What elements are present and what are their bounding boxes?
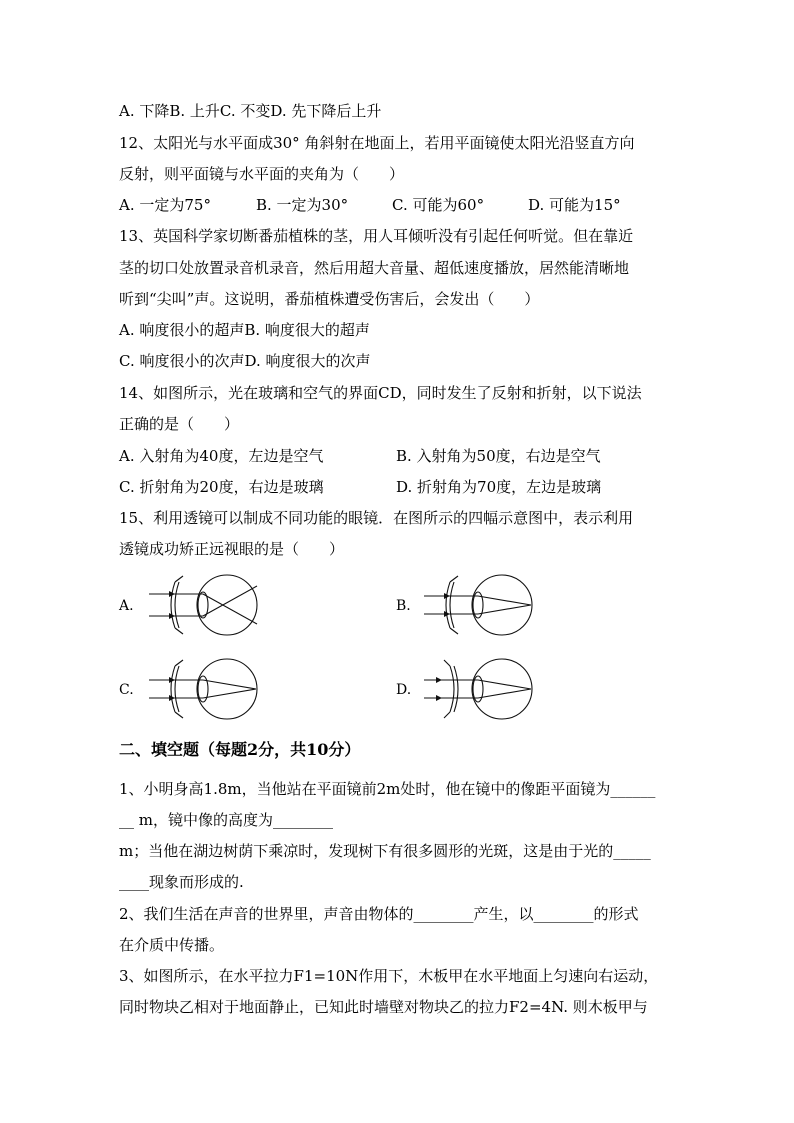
q15-stem-line1: 15、利用透镜可以制成不同功能的眼镜．在图所示的四幅示意图中，表示利用: [119, 509, 634, 527]
q14-stem-line1: 14、如图所示，光在玻璃和空气的界面CD，同时发生了反射和折射，以下说法: [119, 384, 642, 402]
q13-stem-line1: 13、英国科学家切断番茄植株的茎，用人耳倾听没有引起任何听觉。但在靠近: [119, 227, 634, 245]
section-heading-fill-in: 二、填空题（每题2分，共10分）: [119, 740, 361, 759]
q14-option-a: A. 入射角为40度，左边是空气: [119, 447, 324, 465]
f1-line3: m；当他在湖边树荫下乘凉时，发现树下有很多圆形的光斑，这是由于光的_____: [119, 842, 651, 860]
f2-line2: 在介质中传播。: [119, 936, 225, 954]
q12-option-a: A. 一定为75°: [119, 196, 211, 214]
q14-option-b: B. 入射角为50度，右边是空气: [396, 447, 601, 465]
eye-diagram-c: [145, 656, 265, 722]
f2-line1: 2、我们生活在声音的世界里，声音由物体的________产生，以________的形式: [119, 905, 639, 923]
q11-options: A. 下降B. 上升C. 不变D. 先下降后上升: [119, 102, 382, 120]
q14-option-c: C. 折射角为20度，右边是玻璃: [119, 478, 324, 496]
q14-stem-line2: 正确的是（ ）: [119, 415, 240, 433]
q13-options-cd: C. 响度很小的次声D. 响度很大的次声: [119, 352, 371, 370]
f3-line2: 同时物块乙相对于地面静止，已知此时墙壁对物块乙的拉力F2=4N. 则木板甲与: [119, 998, 648, 1016]
q12-stem-line2: 反射，则平面镜与水平面的夹角为（ ）: [119, 165, 405, 183]
q12-option-c: C. 可能为60°: [392, 196, 485, 214]
q13-stem-line3: 听到“尖叫”声。这说明，番茄植株遭受伤害后，会发出（ ）: [119, 290, 540, 308]
q15-label-b: B.: [396, 598, 411, 614]
eye-diagram-d: [420, 656, 540, 722]
q13-stem-line2: 茎的切口处放置录音机录音，然后用超大音量、超低速度播放，居然能清晰地: [119, 259, 630, 277]
q12-option-b: B. 一定为30°: [256, 196, 349, 214]
q15-label-d: D.: [396, 682, 412, 698]
q13-options-ab: A. 响度很小的超声B. 响度很大的超声: [119, 321, 370, 339]
q12-stem-line1: 12、太阳光与水平面成30° 角斜射在地面上，若用平面镜使太阳光沿竖直方向: [119, 134, 635, 152]
f1-line2: __ m，镜中像的高度为________: [119, 811, 333, 829]
q14-option-d: D. 折射角为70度，左边是玻璃: [396, 478, 602, 496]
q15-stem-line2: 透镜成功矫正远视眼的是（ ）: [119, 540, 345, 558]
q15-label-c: C.: [119, 682, 134, 698]
q15-label-a: A.: [119, 598, 134, 614]
eye-diagram-b: [420, 572, 540, 638]
f3-line1: 3、如图所示，在水平拉力F1=10N作用下，木板甲在水平地面上匀速向右运动，: [119, 967, 659, 985]
q12-option-d: D. 可能为15°: [528, 196, 621, 214]
f1-line1: 1、小明身高1.8m，当他站在平面镜前2m处时，他在镜中的像距平面镜为______: [119, 780, 656, 798]
f1-line4: ____现象而形成的.: [119, 873, 244, 891]
eye-diagram-a: [145, 572, 265, 638]
